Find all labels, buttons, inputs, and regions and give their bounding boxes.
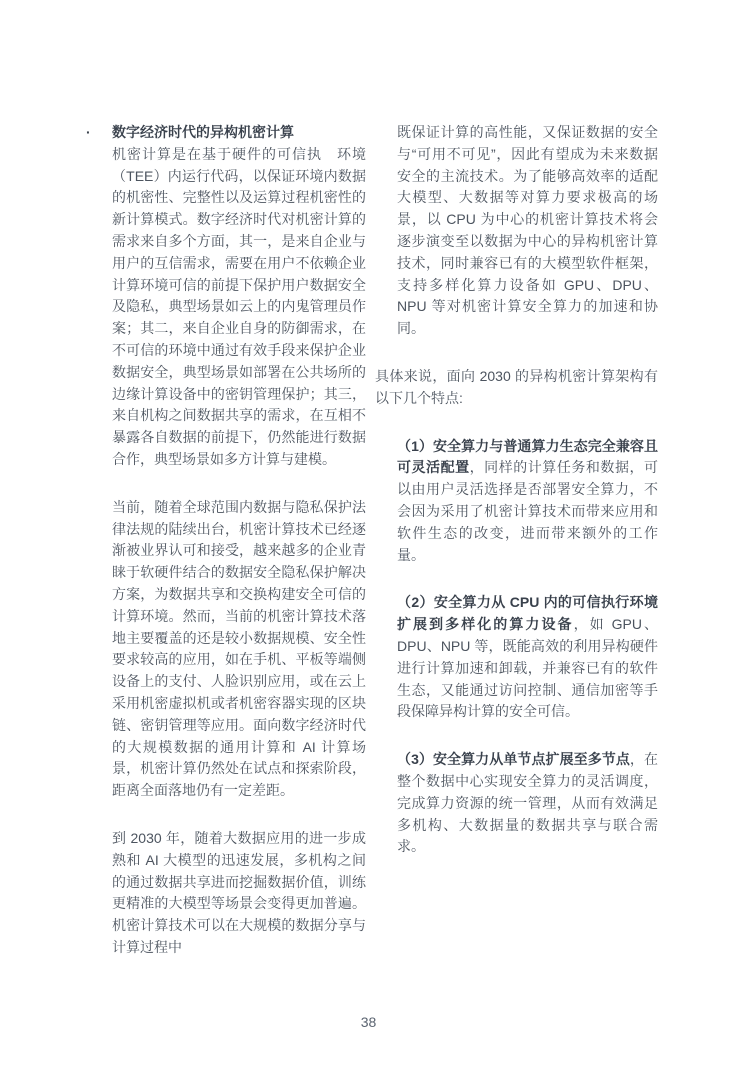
numbered-point-1-bold: （1）安全算力与普通算力生态完全兼容且可灵活配置: [397, 437, 658, 476]
bullet-marker: ·: [86, 124, 91, 140]
two-column-layout: [86, 122, 658, 959]
paragraph-current-status: 当前，随着全球范围内数据与隐私保护法律法规的陆续出台，机密计算技术已经逐渐被业界认可和接受，越来越多的企业青睐于软硬件结合的数据安全隐私保护解决方案，为数据共享和交换构建安全可信的计算环境。然而，当前的机密计算技术落地主要覆盖的还是较小数据规模、安全性要求较高的应用，如在手机、平板等端侧设备上的支付、人脸识别应用，或在云上采用机密虚拟机或者机密容器实现的区块链、密钥管理等应用。面向数字经济时代的大规模数据的通用计算和 AI 计算场景，机密计算仍然处在试点和探索阶段，距离全面落地仍有一定差距。: [112, 498, 366, 799]
section-heading: 数字经济时代的异构机密计算: [112, 124, 294, 140]
paragraph-continuation: 既保证计算的高性能，又保证数据的安全与“可用不可见”，因此有望成为未来数据安全的主流技术。为了能够高效率的适配大模型、大数据等对算力要求极高的场景，以 CPU 为中心的机密计算技术将会逐步演变至以数据为中心的异构机密计算技术，同时兼容已有的大模型软件框架，支持多样化算力设备如 GPU、DPU、NPU 等对机密计算安全算力的加速和协同。: [397, 124, 658, 337]
numbered-point-2: [397, 592, 658, 723]
paragraph-2030-outlook: 到 2030 年，随着大数据应用的进一步成熟和 AI 大模型的迅速发展，多机构之间的通过数据共享进而挖掘数据价值，训练更精准的大模型等场景会变得更加普遍。机密计算技术可以在大规模的数据分享与计算过程中: [112, 829, 366, 955]
bulleted-heading-row: [86, 122, 366, 144]
numbered-point-3-bold: （3）安全算力从单节点扩展至多节点: [397, 751, 630, 768]
right-column: [375, 122, 658, 959]
paragraph-architecture-intro: 具体来说，面向 2030 的异构机密计算架构有以下几个特点:: [375, 367, 658, 406]
numbered-point-1-text: ，同样的计算任务和数据，可以由用户灵活选择是否部署安全算力，不会因为采用了机密计算技术而带来应用和软件生态的改变，进而带来额外的工作量。: [397, 459, 659, 563]
numbered-point-3-text: ，在整个数据中心实现安全算力的灵活调度，完成算力资源的统一管理，从而有效满足多机构、大数据量的数据共享与联合需求。: [397, 751, 658, 855]
numbered-point-1: [397, 436, 658, 567]
left-column: [86, 122, 366, 959]
numbered-point-2-bold: （2）安全算力从 CPU 内的可信执行环境扩展到多样化的算力设备: [397, 594, 658, 633]
numbered-point-2-text: ，如 GPU、DPU、NPU 等，既能高效的利用异构硬件进行计算加速和卸载，并兼容已有的软件生态，又能通过访问控制、通信加密等手段保障异构计算的安全可信。: [397, 616, 658, 720]
page-number: 38: [360, 1014, 377, 1030]
paragraph-confidential-computing-intro: 机密计算是在基于硬件的可信执 环境（TEE）内运行代码，以保证环境内数据的机密性、完整性以及运算过程机密性的新计算模式。数字经济时代对机密计算的需求来自多个方面，其一，是来自企业与用户的互信需求，需要在用户不依赖企业计算环境可信的前提下保护用户数据安全及隐私，典型场景如云上的内鬼管理员作案；其二，来自企业自身的防御需求，在不可信的环境中通过有效手段来保护企业数据安全，典型场景如部署在公共场所的边缘计算设备中的密钥管理保护；其三，来自机构之间数据共享的需求，在互相不暴露各自数据的前提下，仍然能进行数据合作，典型场景如多方计算与建模。: [112, 145, 366, 467]
numbered-point-3: [397, 749, 658, 858]
